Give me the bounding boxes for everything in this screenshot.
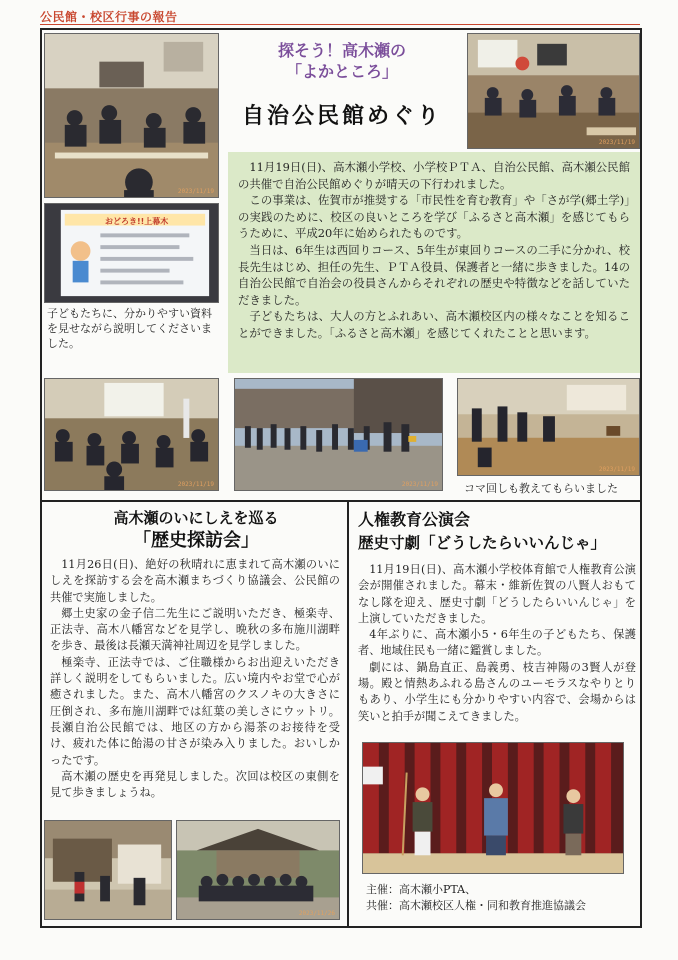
section-header: 公民館・校区行事の報告 [40,10,178,24]
photo-date-stamp: 2023/11/26 [298,910,335,917]
article-paragraph: この事業は、佐賀市が推奨する「市民性を育む教育」や「さが学(郷土学)」の実践のために、校区の良いところを学び「ふるさと高木瀬」を感じてもらうために、平成20年に始められたものです。 [238,193,630,241]
horizontal-divider [40,500,642,502]
article-title: 自治公民館めぐり [241,104,442,129]
history-body [50,557,340,801]
photo-stage-play [362,742,624,874]
article-paragraph: 当日は、6年生は西回りコース、5年生が東回りコースの二手に分かれ、校長先生はじめ、担任の先生、ＰＴＡ役員、保護者と一緒に歩きました。14の自治公民館で自治会の役員さんからそれぞれの歴史や特徴などを話していただきました。 [238,242,630,307]
article-paragraph: 郷土史家の金子信二先生にご説明いただき、極楽寺、正法寺、高木八幡宮などを見学し、晩秋の多布施川湖畔を歩き、最後は長瀬天満神社周辺を見学しました。 [50,606,340,653]
article-paragraph: 極楽寺、正法寺では、ご住職様からお出迎えいただき詳しく説明をしてもらいました。広い境内やお堂で心が癒されました。また、高木八幡宮のクスノキの大きさに圧倒され、多布施川湖畔では紅葉の美しさにウットリ。長瀬自治公民館では、地区の方から湯茶のお接待を受け、疲れた体に飴湯の甘さが染み入りました。おいしかったです。 [50,655,340,767]
photo-hall-interior [467,33,640,149]
photo-date-stamp: 2023/11/19 [401,481,438,488]
credit-organizer: 主催：高木瀬小PTA、 [366,883,477,896]
vertical-divider [347,500,349,928]
article-paragraph: 11月26日(日)、絶好の秋晴れに恵まれて高木瀬のいにしえを探訪する会を高木瀬まちづくり協議会、公民館の共催で実施しました。 [50,558,340,604]
jinken-title-line-1: 人権教育公演会 [358,510,471,529]
caption-koma: コマ回しも教えてもらいました [464,482,618,495]
jinken-title-line-2: 歴史寸劇「どうしたらいいんじゃ」 [358,534,607,552]
article-paragraph: 11月19日(日)、高木瀬小学校体育館で人権教育公演会が開催されました。幕末・維新佐賀の八賢人おもてなし隊を迎え、歴史寸劇「どうしたらいいんじゃ」を上演していただきました。 [358,563,636,625]
photo-children-listening [44,378,219,491]
photo-children-walking [234,378,443,491]
history-title-line-2: 「歴史探訪会」 [133,530,259,551]
article-kicker [222,40,462,82]
photo-community-hall-meeting [44,33,219,198]
photo-koma-spinning [457,378,640,476]
article-paragraph: 4年ぶりに、高木瀬小5・6年生の子どもたち、保護者、地域住民も一緒に鑑賞しました。 [358,628,636,658]
photo-date-stamp: 2023/11/19 [598,466,635,473]
photo-date-stamp: 2023/11/19 [177,188,214,195]
photo-slide-presentation [44,203,219,303]
article-paragraph: 高木瀬の歴史を再発見しました。次回は校区の東側を見て歩きましょうね。 [50,769,340,800]
photo-temple-gate [44,820,172,920]
photo-date-stamp: 2023/11/19 [177,481,214,488]
kicker-line-1: 探そう！高木瀬の [277,41,406,60]
article-body-panel [228,152,640,373]
article-paragraph: 11月19日(日)、高木瀬小学校、小学校ＰＴＡ、自治公民館、高木瀬公民館の共催で自治公民館めぐりが晴天の下行われました。 [238,160,630,191]
jinken-credits [366,882,586,914]
article-paragraph: 子どもたちは、大人の方とふれあい、高木瀬校区内の様々なことを知ることができました。「ふるさと高木瀬」を感じてくれたことと思います。 [238,309,630,340]
photo-group-at-shrine [176,820,340,920]
credit-co-organizer: 共催：高木瀬校区人権・同和教育推進協議会 [366,899,586,912]
kicker-line-2: 「よかところ」 [285,62,398,81]
jinken-body [358,562,636,725]
article-paragraph: 劇には、鍋島直正、島義勇、枝吉神陽の3賢人が登場。殿と情熱あふれる島さんのユーモラスなやりとりもあり、小学生にも分かりやすい内容で、会場からは笑いと拍手が聞こえてきました。 [358,660,636,723]
caption-slides: 子どもたちに、分かりやすい資料を見せながら説明してくださいました。 [47,307,212,350]
slide-heading: おどろき!!上幕木 [105,217,169,226]
photo-date-stamp: 2023/11/19 [598,139,635,146]
history-title-line-1: 高木瀬のいにしえを巡る [113,509,279,527]
